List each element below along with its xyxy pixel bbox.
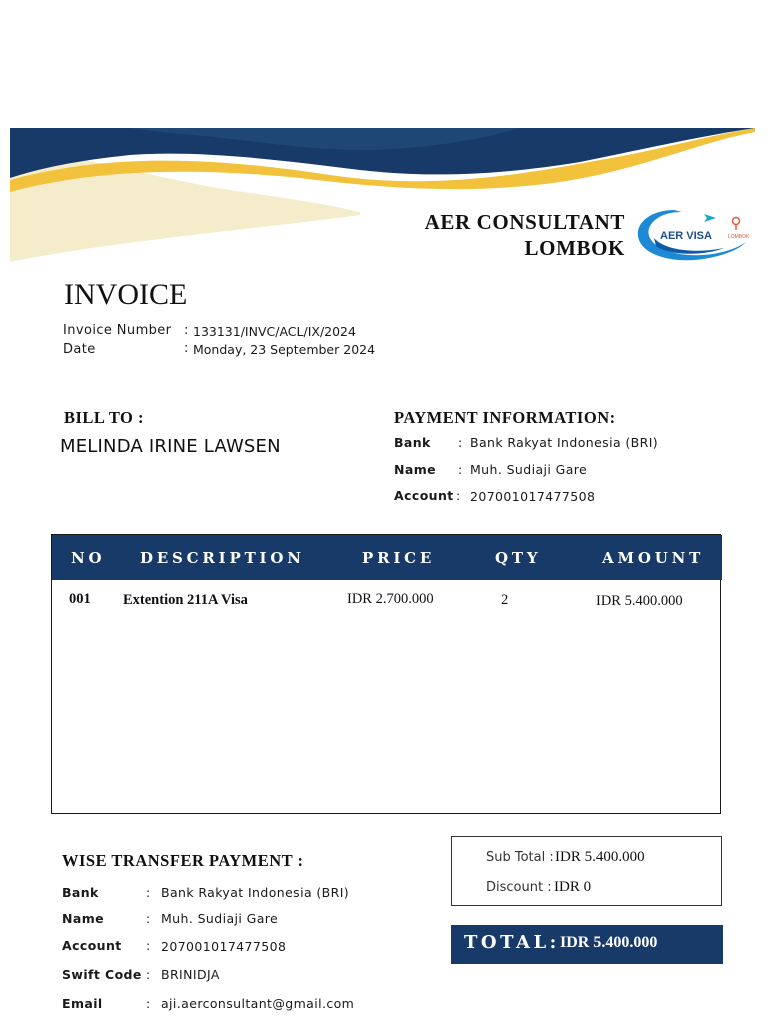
- column-header-price: PRICE: [362, 549, 436, 567]
- invoice-number-separator: :: [184, 323, 189, 338]
- payment-account-value: 207001017477508: [470, 489, 596, 504]
- column-header-description: DESCRIPTION: [140, 549, 305, 567]
- date-value: Monday, 23 September 2024: [193, 342, 376, 357]
- payment-bank-value: Bank Rakyat Indonesia (BRI): [470, 435, 659, 450]
- wise-swift-separator: :: [146, 967, 151, 982]
- total-value: IDR 5.400.000: [560, 934, 658, 951]
- row-description: Extention 211A Visa: [123, 592, 248, 608]
- payment-account-separator: :: [456, 488, 461, 503]
- wise-email-separator: :: [146, 996, 151, 1011]
- row-amount: IDR 5.400.000: [596, 593, 683, 609]
- wise-account-label: Account: [62, 938, 122, 953]
- bill-to-name: MELINDA IRINE LAWSEN: [60, 436, 281, 457]
- company-name-line1: AER CONSULTANT: [424, 210, 625, 234]
- invoice-number-label: Invoice Number: [63, 323, 172, 338]
- wise-bank-separator: :: [146, 885, 151, 900]
- row-no: 001: [69, 591, 91, 607]
- subtotal-value: IDR 5.400.000: [555, 849, 645, 865]
- wise-email-value: aji.aerconsultant@gmail.com: [161, 996, 355, 1011]
- payment-bank-label: Bank: [394, 435, 431, 450]
- wise-swift-label: Swift Code: [62, 967, 142, 982]
- logo-subtext: LOMBOK: [728, 234, 750, 240]
- invoice-title: INVOICE: [64, 278, 188, 311]
- wise-name-value: Muh. Sudiaji Gare: [161, 911, 279, 926]
- subtotal-label: Sub Total :: [486, 850, 554, 865]
- payment-name-label: Name: [394, 462, 436, 477]
- aer-visa-logo: [634, 204, 754, 264]
- payment-account-label: Account: [394, 488, 454, 503]
- logo-pin: [733, 218, 740, 225]
- wise-account-value: 207001017477508: [161, 939, 287, 954]
- wise-swift-value: BRINIDJA: [161, 967, 220, 982]
- payment-name-value: Muh. Sudiaji Gare: [470, 462, 588, 477]
- wise-bank-value: Bank Rakyat Indonesia (BRI): [161, 885, 350, 900]
- payment-info-heading: PAYMENT INFORMATION:: [394, 408, 616, 427]
- company-name-line2: LOMBOK: [524, 236, 625, 260]
- bill-to-heading: BILL TO :: [64, 408, 145, 427]
- discount-value: IDR 0: [554, 879, 592, 895]
- logo-plane: [704, 214, 716, 222]
- row-qty: 2: [501, 592, 509, 608]
- row-price: IDR 2.700.000: [347, 591, 434, 607]
- column-header-amount: AMOUNT: [602, 549, 705, 567]
- payment-bank-separator: :: [458, 435, 463, 450]
- wise-name-separator: :: [146, 911, 151, 926]
- payment-name-separator: :: [458, 462, 463, 477]
- date-separator: :: [184, 341, 189, 356]
- discount-label: Discount :: [486, 880, 552, 895]
- logo-text: AER VISA: [660, 230, 712, 242]
- column-header-no: NO: [71, 549, 106, 567]
- wise-email-label: Email: [62, 996, 103, 1011]
- invoice-number-value: 133131/INVC/ACL/IX/2024: [193, 324, 356, 339]
- wise-bank-label: Bank: [62, 885, 99, 900]
- wise-name-label: Name: [62, 911, 104, 926]
- column-header-qty: QTY: [495, 549, 542, 567]
- wise-account-separator: :: [146, 938, 151, 953]
- wise-transfer-heading: WISE TRANSFER PAYMENT :: [62, 851, 304, 870]
- total-label: TOTAL:: [464, 932, 560, 953]
- date-label: Date: [63, 342, 96, 357]
